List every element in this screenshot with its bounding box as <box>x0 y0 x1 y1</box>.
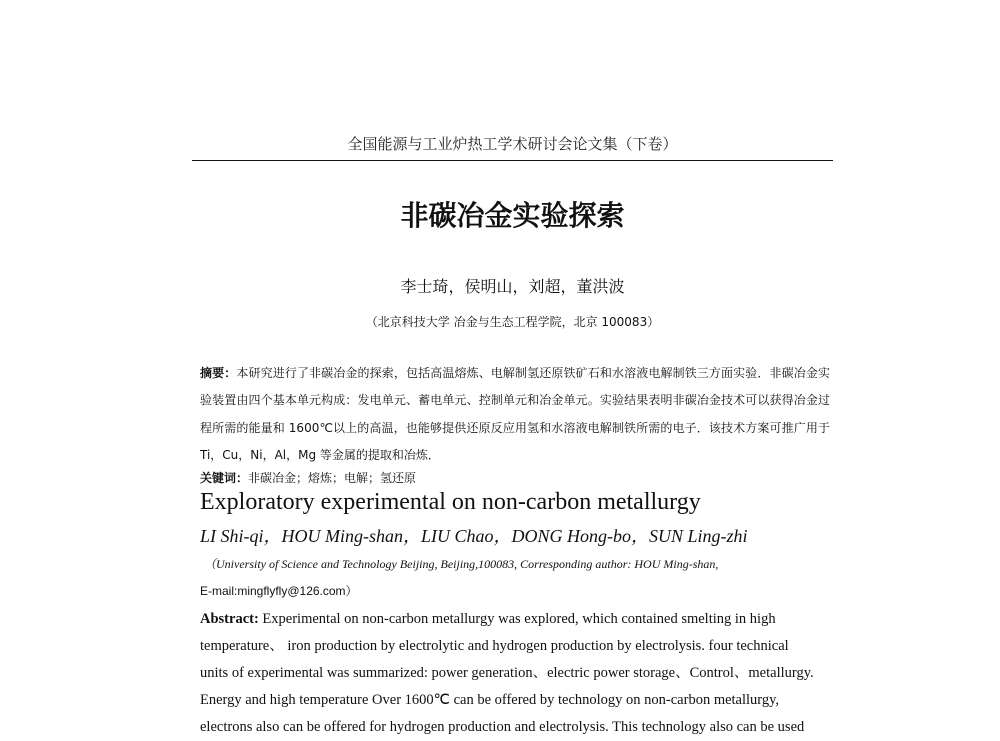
abstract-en-line: Energy and high temperature Over 1600℃ can be offered by technology on non-carbon metallurgy, <box>200 692 780 708</box>
title-en: Exploratory experimental on non-carbon metallurgy <box>200 489 701 515</box>
authors-en: LI Shi-qi，HOU Ming-shan，LIU Chao，DONG Hong-bo，SUN Ling-zhi <box>200 526 748 546</box>
abstract-zh-label: 摘要： <box>200 366 237 380</box>
header-rule <box>192 160 833 161</box>
abstract-en <box>200 606 830 741</box>
keywords-label: 关键词： <box>200 471 249 485</box>
running-header: 全国能源与工业炉热工学术研讨会论文集（下卷） <box>347 135 678 153</box>
email: E-mail:mingflyfly@126.com） <box>200 584 358 598</box>
abstract-en-line: temperature、 iron production by electrolytic and hydrogen production by electrolysis. four technical <box>200 638 789 654</box>
affiliation-zh: （北京科技大学 冶金与生态工程学院，北京 100083） <box>365 315 660 329</box>
title-zh: 非碳冶金实验探索 <box>400 199 625 232</box>
authors-zh: 李士琦，侯明山，刘超，董洪波 <box>400 277 625 296</box>
keywords-zh <box>200 469 416 486</box>
affiliation-en: （University of Science and Technology Beijing, Beijing,100083, Corresponding author: HOU Ming-shan, <box>204 557 719 571</box>
abstract-zh-text: 本研究进行了非碳冶金的探索，包括高温熔炼、电解制氢还原铁矿石和水溶液电解制铁三方面实验．非碳冶金实验装置由四个基本单元构成：发电单元、蓄电单元、控制单元和冶金单元。实验结果表明非碳冶金技术可以获得冶金过程所需的能量和 1600℃以上的高温，也能够提供还原反应用氢和水溶液电解制铁所需的电子．该技术方案可推广用于 Ti，Cu，Ni，Al，Mg 等金属的提取和冶炼． <box>200 366 830 462</box>
abstract-en-line: units of experimental was summarized: power generation、electric power storage、Control、metallurgy. <box>200 665 814 681</box>
keywords-text: 非碳冶金；熔炼；电解；氢还原 <box>248 471 417 485</box>
abstract-en-line: electrons also can be offered for hydrogen production and electrolysis. This technology also can be used <box>200 719 805 735</box>
abstract-en-label: Abstract: <box>200 611 259 627</box>
abstract-en-line: Abstract: Experimental on non-carbon metallurgy was explored, which contained smelting in high <box>200 611 776 627</box>
abstract-zh <box>200 360 830 469</box>
